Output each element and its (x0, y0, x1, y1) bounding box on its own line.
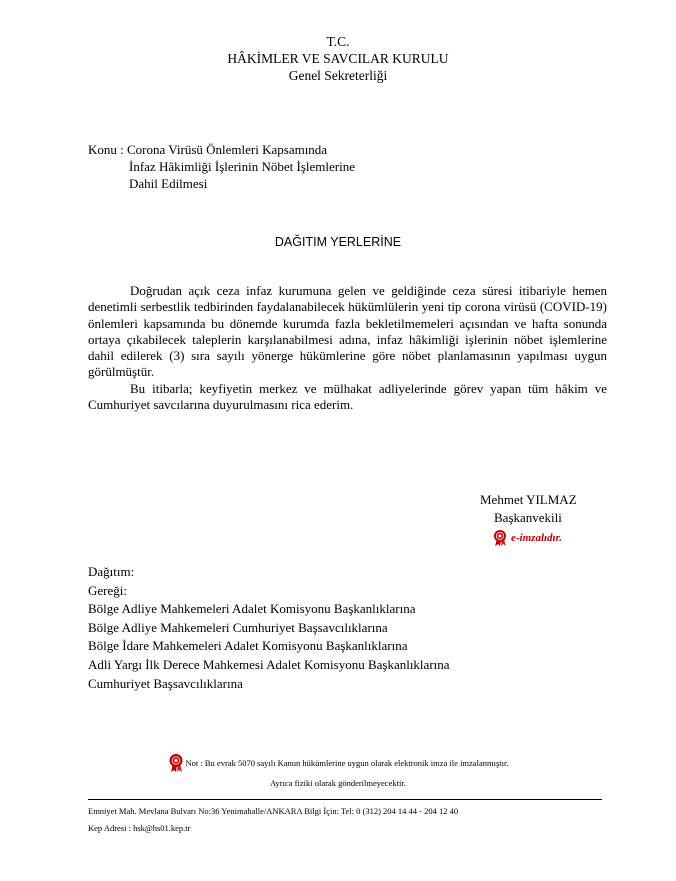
document-title: DAĞITIM YERLERİNE (274, 235, 402, 249)
subject-line-2: İnfaz Hâkimliği İşlerinin Nöbet İşlemlerine (129, 159, 355, 174)
letter-body (88, 283, 607, 413)
subject-line-1: Corona Virüsü Önlemleri Kapsamında (127, 142, 328, 157)
seal-icon (168, 753, 184, 773)
distribution-item: Adli Yargı İlk Derece Mahkemesi Adalet Komisyonu Başkanlıklarına (88, 656, 450, 672)
letterhead (0, 33, 676, 84)
footer-address: Emniyet Mah. Mevlana Bulvarı No:36 Yenimahalle/ANKARA Bilgi İçin: Tel: 0 (312) 204 14 44 - 204 12 40 (88, 806, 459, 816)
distribution-item: Bölge Adliye Mahkemeleri Cumhuriyet Başsavcılıklarına (88, 619, 388, 635)
distribution-item: Bölge Adliye Mahkemeleri Adalet Komisyonu Başkanlıklarına (88, 601, 416, 617)
note-line-2: Ayrıca fiziki olarak gönderilmeyecektir. (270, 778, 406, 788)
e-signature-note (0, 757, 676, 790)
body-paragraph-1: Doğrudan açık ceza infaz kurumuna gelen ve geldiğinde ceza süresi itibariyle hemen denetimli serbestlik tedbirinden faydalanabilecek hükümlülerin yeni tip corona virüsü (COVID-19) önlemleri kapsamında bu dönemde kurumda fazla bekletilmemeleri açısından ve hafta sonunda ortaya çıkabilecek taleplerin karşılanabilmesi adına, infaz hâkimliği işlerinin nöbet işlemlerine dahil edilerek (3) sıra sayılı yönerge hükümlerine göre nöbet planlamasının yapılması uygun görülmüştür. (88, 283, 607, 380)
distribution-heading: Dağıtım: (88, 564, 135, 579)
distribution-subheading: Gereği: (88, 582, 127, 598)
subject-block (88, 141, 355, 192)
distribution-item: Bölge İdare Mahkemeleri Adalet Komisyonu Başkanlıklarına (88, 638, 408, 654)
distribution-item: Cumhuriyet Başsavcılıklarına (88, 675, 243, 691)
signature-block (480, 491, 577, 527)
distribution-list (88, 563, 450, 693)
letterhead-institution: HÂKİMLER VE SAVCILAR KURULU (227, 51, 449, 66)
footer (88, 803, 458, 837)
e-signature-label: e-imzalıdır. (511, 532, 563, 544)
body-paragraph-2: Bu itibarla; keyfiyetin merkez ve mülhakat adliyelerinde görev yapan tüm hâkim ve Cumhuriyet savcılarına duyurulmasını rica ederim. (88, 380, 607, 413)
letterhead-department: Genel Sekreterliği (288, 68, 388, 83)
subject-label: Konu : (88, 142, 127, 157)
e-signature (492, 529, 562, 547)
letterhead-country: T.C. (326, 34, 350, 49)
subject-line-3: Dahil Edilmesi (129, 176, 208, 191)
seal-icon (492, 529, 508, 547)
note-line-1: Not : Bu evrak 5070 sayılı Kanun hükümlerine uygun olarak elektronik imza ile imzalanmıştır. (185, 758, 509, 768)
signatory-role: Başkanvekili (494, 510, 562, 525)
signatory-name: Mehmet YILMAZ (480, 492, 577, 507)
footer-kep-address: Kep Adresi : hsk@hs01.kep.tr (88, 823, 191, 833)
footer-divider (88, 799, 602, 800)
